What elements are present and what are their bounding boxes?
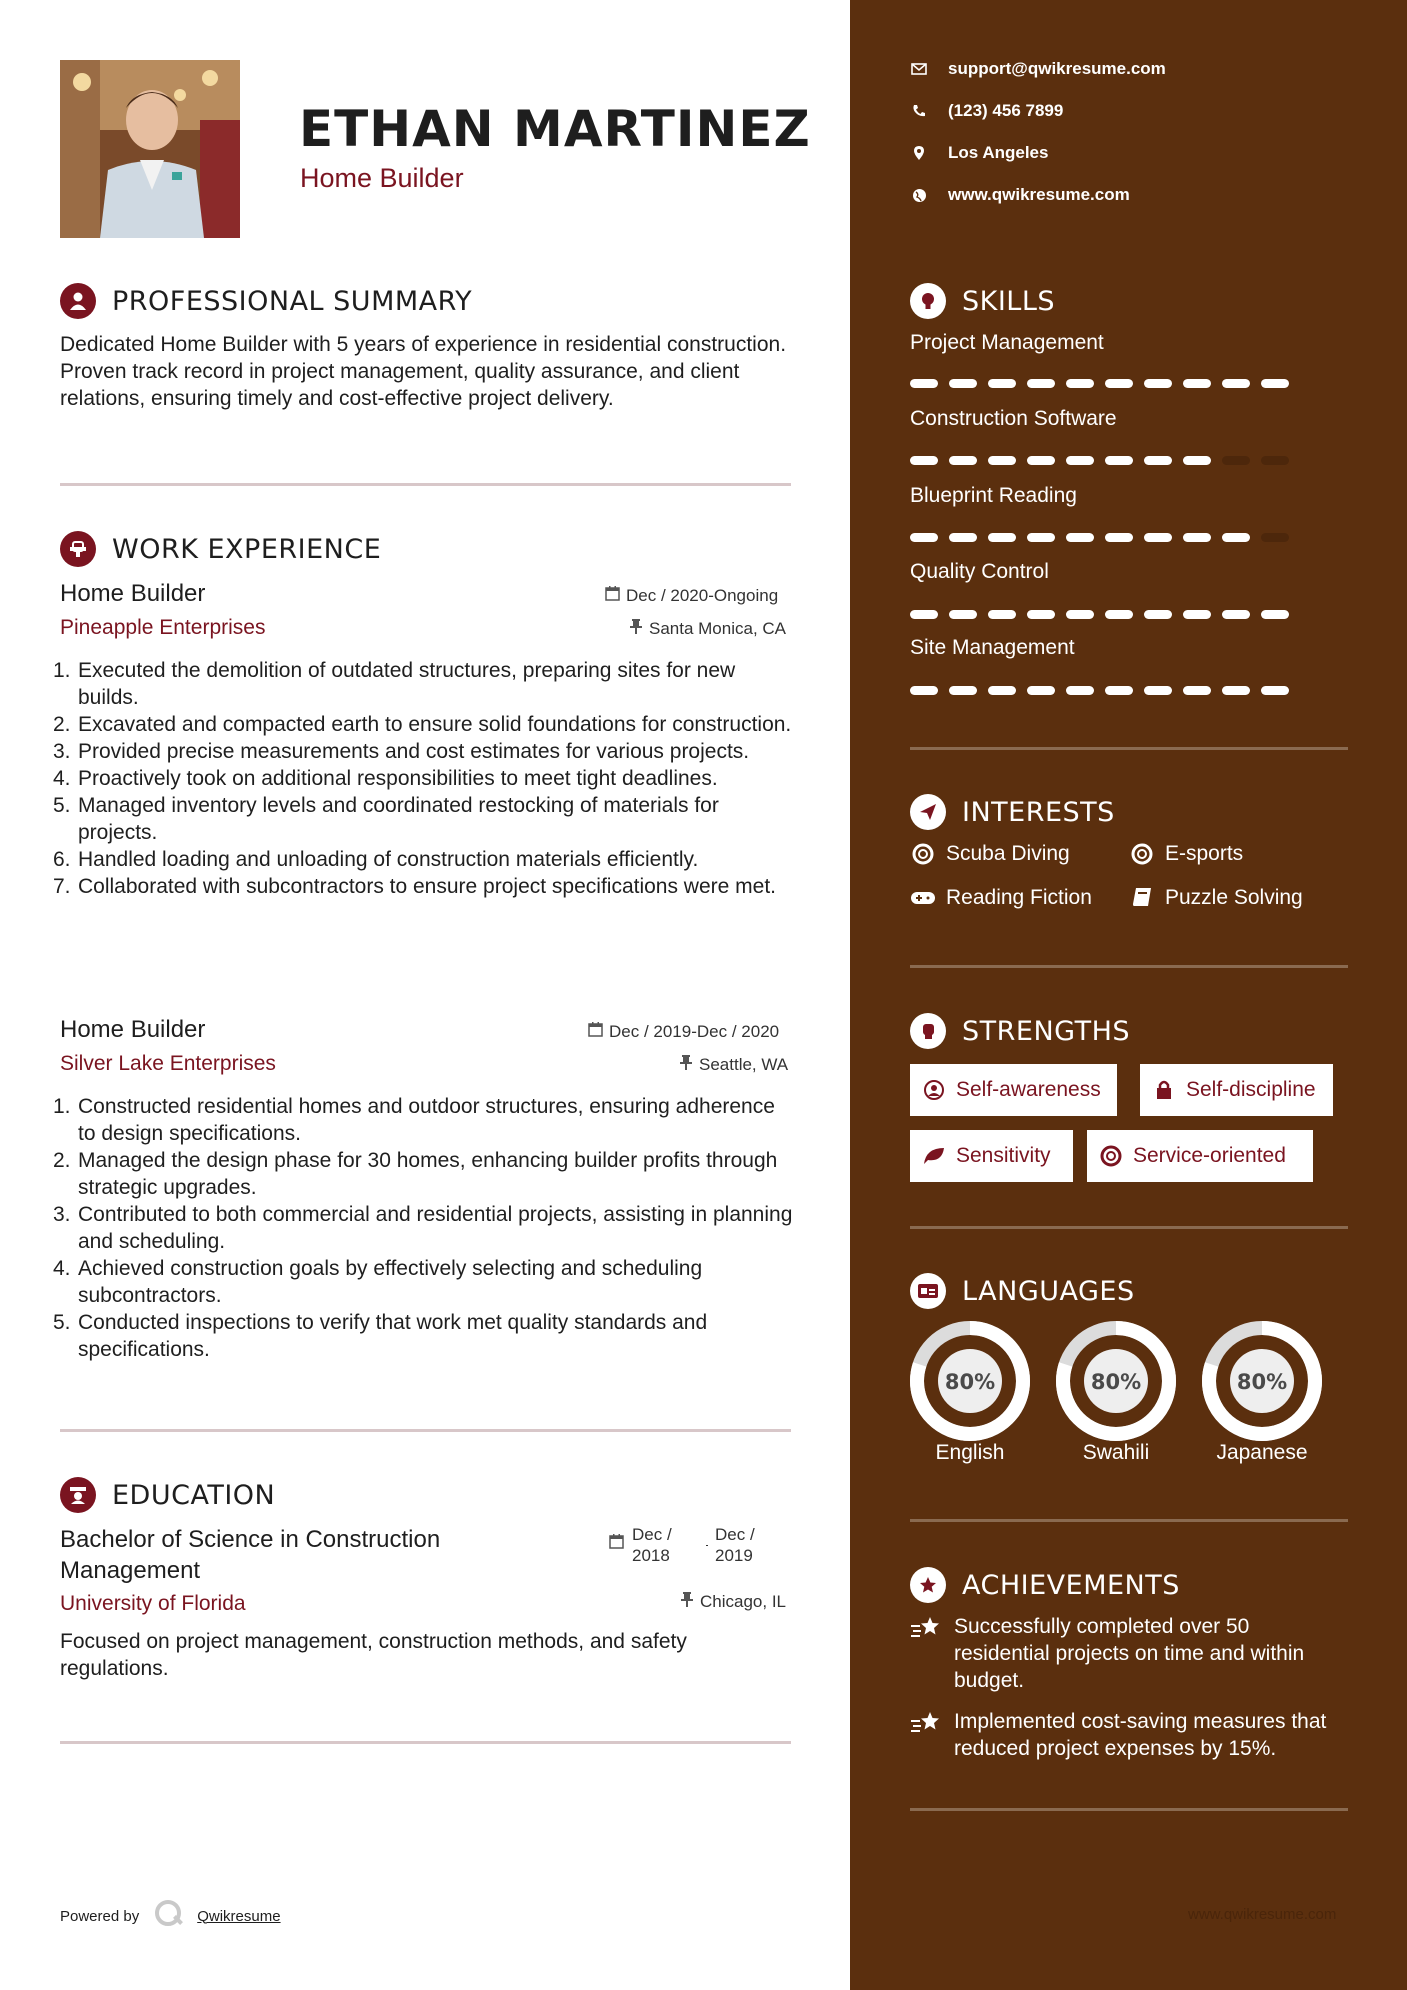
contact-email[interactable] xyxy=(910,59,1166,79)
shooting-star-icon xyxy=(910,1613,944,1694)
experience-title: WORK EXPERIENCE xyxy=(112,533,382,565)
divider xyxy=(910,1808,1348,1811)
skill-segment xyxy=(949,379,977,388)
qwikresume-link[interactable]: Qwikresume xyxy=(197,1907,281,1925)
candidate-name: ETHAN MARTINEZ xyxy=(299,100,811,158)
languages-title: LANGUAGES xyxy=(962,1275,1135,1307)
email-icon xyxy=(910,60,928,78)
skill-segment xyxy=(1261,686,1289,695)
skill-segment xyxy=(1066,456,1094,465)
skills-heading xyxy=(910,283,1055,319)
calendar-icon xyxy=(609,1534,624,1554)
interest-item: E-sports xyxy=(1129,842,1243,866)
skill-segment xyxy=(1027,686,1055,695)
summary-title: PROFESSIONAL SUMMARY xyxy=(112,285,473,317)
skill-segment xyxy=(1144,533,1172,542)
list-item: 5. Managed inventory levels and coordinated restocking of materials for projects. xyxy=(53,794,719,844)
skill-segment xyxy=(1222,456,1250,465)
fist-icon xyxy=(910,1013,946,1049)
divider xyxy=(910,965,1348,968)
skills-title: SKILLS xyxy=(962,285,1056,317)
graduation-icon xyxy=(60,1477,96,1513)
skill-level-bar xyxy=(910,379,1289,388)
education-title: EDUCATION xyxy=(112,1479,276,1511)
contact-phone-text: (123) 456 7899 xyxy=(948,101,1064,120)
skill-segment xyxy=(910,456,938,465)
powered-by xyxy=(60,1898,281,1934)
summary-text: Dedicated Home Builder with 5 years of experience in residential construction. Proven track record in project management, quality assurance, and client relations, ensuring timely and cost-effective project delivery. xyxy=(60,333,787,410)
education-start: Dec / 2018 xyxy=(632,1525,672,1565)
skill-name: Site Management xyxy=(910,636,1075,659)
skill-level-bar xyxy=(910,686,1289,695)
skill-segment xyxy=(1261,610,1289,619)
skill-level-bar xyxy=(910,533,1289,542)
shooting-star-icon xyxy=(910,1708,944,1762)
skill-segment xyxy=(1105,686,1133,695)
job-title: Home Builder xyxy=(60,580,206,607)
contact-website[interactable] xyxy=(910,185,1130,205)
lifebuoy-icon xyxy=(1129,842,1155,866)
language-percent: 80% xyxy=(944,1370,996,1394)
pin-icon xyxy=(629,619,643,639)
language-name: Japanese xyxy=(1216,1441,1308,1464)
job-location-text: Seattle, WA xyxy=(699,1055,789,1074)
languages-heading xyxy=(910,1273,1135,1309)
job-date-text: Dec / 2019-Dec / 2020 xyxy=(609,1022,780,1041)
lifebuoy-icon xyxy=(910,842,936,866)
divider xyxy=(910,1226,1348,1229)
education-heading xyxy=(60,1477,275,1513)
job-date xyxy=(605,586,1348,606)
skill-segment xyxy=(1105,379,1133,388)
location-icon xyxy=(910,144,928,162)
language-percent: 80% xyxy=(1236,1370,1288,1394)
lightbulb-icon xyxy=(910,283,946,319)
interest-item: Scuba Diving xyxy=(910,842,1070,866)
skill-segment xyxy=(910,610,938,619)
divider xyxy=(910,747,1348,750)
globe-icon xyxy=(910,186,928,204)
gamepad-icon xyxy=(910,886,936,910)
skill-name: Blueprint Reading xyxy=(910,484,1077,507)
achievements-heading xyxy=(910,1567,1180,1603)
pin-icon xyxy=(680,1592,694,1612)
skill-segment xyxy=(1066,379,1094,388)
date-separator xyxy=(706,1524,708,1546)
divider xyxy=(60,1741,791,1744)
skill-segment xyxy=(988,456,1016,465)
education-description: Focused on project management, construction methods, and safety regulations. xyxy=(60,1630,687,1680)
interests-title: INTERESTS xyxy=(962,796,1115,828)
leaf-icon xyxy=(922,1144,946,1168)
education-location-text: Chicago, IL xyxy=(700,1592,786,1611)
skill-segment xyxy=(1222,379,1250,388)
skill-segment xyxy=(949,533,977,542)
paper-plane-icon xyxy=(910,794,946,830)
strength-chip: Sensitivity xyxy=(910,1130,1073,1182)
school: University of Florida xyxy=(60,1592,246,1615)
skill-segment xyxy=(1183,610,1211,619)
skill-level-bar xyxy=(910,610,1289,619)
degree: Bachelor of Science in Construction Management xyxy=(60,1526,441,1584)
skill-segment xyxy=(910,686,938,695)
job-company: Silver Lake Enterprises xyxy=(60,1052,276,1075)
education-end: Dec / 2019 xyxy=(715,1525,755,1565)
skill-segment xyxy=(1144,610,1172,619)
job-company: Pineapple Enterprises xyxy=(60,616,266,639)
interest-item: Puzzle Solving xyxy=(1129,886,1303,910)
skill-segment xyxy=(1261,456,1289,465)
skill-name: Project Management xyxy=(910,331,1104,354)
skill-segment xyxy=(949,686,977,695)
star-badge-icon xyxy=(910,1567,946,1603)
list-item: 7. Collaborated with subcontractors to ensure project specifications were met. xyxy=(53,875,777,898)
phone-icon xyxy=(910,102,928,120)
language-ring xyxy=(1201,1320,1323,1447)
achievement-item: Implemented cost-saving measures that reduced project expenses by 15%. xyxy=(910,1708,1350,1762)
list-item: 2. Managed the design phase for 30 homes, enhancing builder profits through strategic upgrades. xyxy=(53,1149,778,1199)
skill-segment xyxy=(1066,610,1094,619)
contact-location xyxy=(910,143,1048,163)
skill-segment xyxy=(1222,533,1250,542)
list-item: 3. Provided precise measurements and cost estimates for various projects. xyxy=(53,740,750,763)
pin-icon xyxy=(679,1055,693,1075)
job-location-text: Santa Monica, CA xyxy=(649,619,787,638)
lifebuoy-icon xyxy=(1099,1144,1123,1168)
skill-segment xyxy=(1066,686,1094,695)
qwikresume-logo-icon xyxy=(153,1898,185,1934)
contact-website-text: www.qwikresume.com xyxy=(948,185,1130,204)
interest-item: Reading Fiction xyxy=(910,886,1092,910)
book-icon xyxy=(1129,886,1155,910)
list-item: 1. Executed the demolition of outdated structures, preparing sites for new builds. xyxy=(53,659,736,709)
list-item: 5. Conducted inspections to verify that work met quality standards and specifications. xyxy=(53,1311,708,1361)
skill-level-bar xyxy=(910,456,1289,465)
skill-segment xyxy=(1027,456,1055,465)
profile-photo xyxy=(60,60,240,238)
skill-segment xyxy=(1183,533,1211,542)
skill-segment xyxy=(988,686,1016,695)
user-circle-icon xyxy=(922,1078,946,1102)
skill-segment xyxy=(988,533,1016,542)
achievement-item: Successfully completed over 50 residential projects on time and within budget. xyxy=(910,1613,1350,1694)
skill-segment xyxy=(1027,533,1055,542)
divider xyxy=(60,483,791,486)
language-ring xyxy=(909,1320,1031,1447)
skill-segment xyxy=(949,456,977,465)
list-item: 3. Contributed to both commercial and residential projects, assisting in planning and scheduling. xyxy=(53,1203,793,1253)
lock-icon xyxy=(1152,1078,1176,1102)
contact-email-text: support@qwikresume.com xyxy=(948,59,1166,78)
job-title: Home Builder xyxy=(60,1016,206,1043)
skill-segment xyxy=(1261,533,1289,542)
job-bullets xyxy=(53,657,798,900)
experience-heading xyxy=(60,531,381,567)
interests-heading xyxy=(910,794,1115,830)
skill-segment xyxy=(1027,610,1055,619)
strength-chip: Self-discipline xyxy=(1140,1064,1333,1116)
achievements-title: ACHIEVEMENTS xyxy=(962,1569,1180,1601)
footer-site: www.qwikresume.com xyxy=(1188,1906,1337,1923)
calendar-icon xyxy=(605,586,620,606)
skill-segment xyxy=(1027,379,1055,388)
calendar-icon xyxy=(588,1022,603,1042)
divider xyxy=(60,1429,791,1432)
skill-segment xyxy=(1261,379,1289,388)
strength-chip: Self-awareness xyxy=(910,1064,1117,1116)
strength-chip: Service-oriented xyxy=(1087,1130,1313,1182)
powered-by-label: Powered by xyxy=(60,1907,140,1925)
user-icon xyxy=(60,283,96,319)
skill-segment xyxy=(1222,610,1250,619)
skill-name: Quality Control xyxy=(910,560,1049,583)
skill-segment xyxy=(1183,686,1211,695)
divider xyxy=(910,1519,1348,1522)
job-bullets xyxy=(53,1093,798,1363)
skill-name: Construction Software xyxy=(910,407,1117,430)
skill-segment xyxy=(1105,610,1133,619)
skill-segment xyxy=(949,610,977,619)
skill-segment xyxy=(1105,533,1133,542)
job-date-text: Dec / 2020-Ongoing xyxy=(626,586,779,605)
contact-location-text: Los Angeles xyxy=(948,143,1049,162)
skill-segment xyxy=(1066,533,1094,542)
strengths-title: STRENGTHS xyxy=(962,1015,1131,1047)
list-item: 6. Handled loading and unloading of construction materials efficiently. xyxy=(53,848,699,871)
strengths-heading xyxy=(910,1013,1130,1049)
language-percent: 80% xyxy=(1090,1370,1142,1394)
skill-segment xyxy=(1144,686,1172,695)
skill-segment xyxy=(988,379,1016,388)
skill-segment xyxy=(1105,456,1133,465)
skill-segment xyxy=(1183,456,1211,465)
list-item: 1. Constructed residential homes and outdoor structures, ensuring adherence to design specifications. xyxy=(53,1095,775,1145)
skill-segment xyxy=(1144,456,1172,465)
list-item: 4. Achieved construction goals by effectively selecting and scheduling subcontractors. xyxy=(53,1257,703,1307)
skill-segment xyxy=(1183,379,1211,388)
skill-segment xyxy=(1144,379,1172,388)
briefcase-icon xyxy=(60,531,96,567)
language-name: Swahili xyxy=(1082,1441,1150,1464)
contact-phone[interactable] xyxy=(910,101,1063,121)
skill-segment xyxy=(910,533,938,542)
summary-heading xyxy=(60,283,472,319)
list-item: 2. Excavated and compacted earth to ensure solid foundations for construction. xyxy=(53,713,792,736)
list-item: 4. Proactively took on additional responsibilities to meet tight deadlines. xyxy=(53,767,718,790)
skill-segment xyxy=(910,379,938,388)
translate-icon xyxy=(910,1273,946,1309)
language-name: English xyxy=(935,1441,1005,1464)
language-ring xyxy=(1055,1320,1177,1447)
skill-segment xyxy=(1222,686,1250,695)
skill-segment xyxy=(988,610,1016,619)
candidate-role: Home Builder xyxy=(300,163,464,193)
